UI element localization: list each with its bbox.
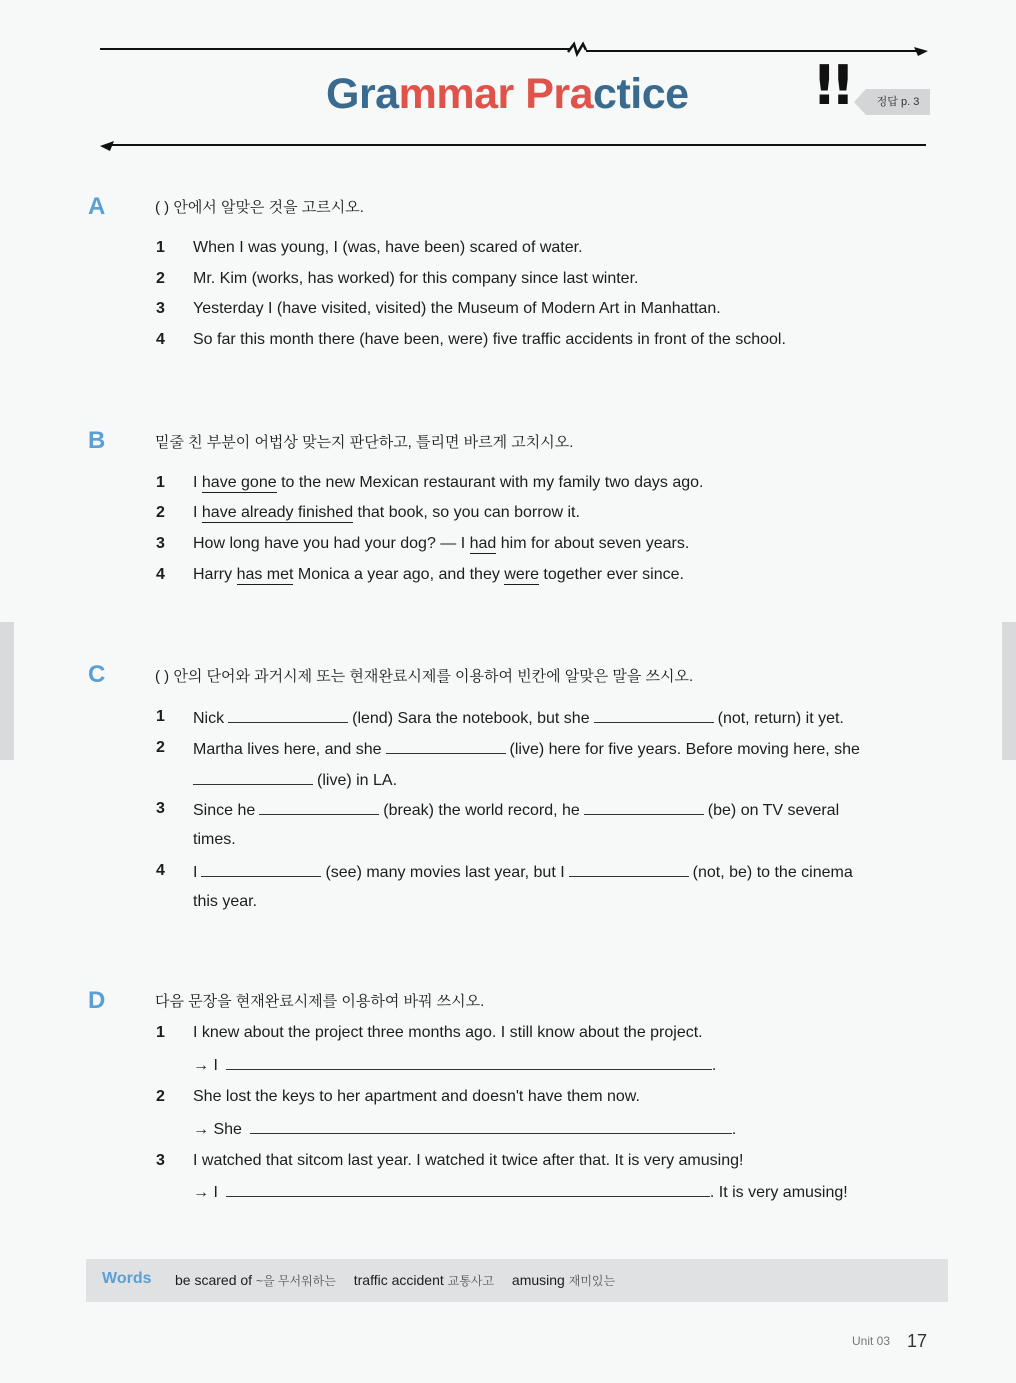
exercise-sentence: I knew about the project three months ago. I still know about the project.	[193, 1024, 703, 1041]
answer-line: → I . It is very amusing!	[193, 1184, 848, 1201]
item-number: 2	[156, 1088, 165, 1105]
exercise-sentence: So far this month there (have been, were) five traffic accidents in front of the school.	[193, 331, 786, 348]
item-number: 2	[156, 504, 165, 521]
answer-blank[interactable]	[584, 800, 704, 815]
section-letter: B	[88, 427, 106, 454]
word-ko: 재미있는	[568, 1274, 616, 1288]
section-instruction: ( ) 안에서 알맞은 것을 고르시오.	[155, 199, 364, 216]
exercise-sentence: Yesterday I (have visited, visited) the Museum of Modern Art in Manhattan.	[193, 300, 721, 317]
section-letter: A	[88, 193, 106, 220]
underlined-phrase: have already finished	[201, 504, 354, 521]
top-rule-left	[100, 48, 570, 50]
exercise-sentence: I watched that sitcom last year. I watched it twice after that. It is very amusing!	[193, 1152, 744, 1169]
answer-line: → I .	[193, 1057, 717, 1074]
exercise-sentence: I have already finished that book, so you can borrow it.	[193, 504, 580, 521]
item-number: 4	[156, 566, 165, 583]
words-list	[175, 1272, 629, 1289]
answer-blank[interactable]	[193, 770, 313, 785]
page-title: Grammar Practice	[326, 70, 689, 118]
zigzag-icon	[566, 38, 588, 60]
item-number: 1	[156, 1024, 165, 1041]
exercise-sentence-cont: (live) in LA.	[189, 770, 397, 790]
answer-blank[interactable]	[226, 1182, 710, 1197]
answer-blank[interactable]	[594, 708, 714, 723]
exercise-sentence-cont: this year.	[193, 893, 258, 910]
arrow-right-icon	[914, 46, 928, 58]
left-page-tab[interactable]	[0, 622, 14, 760]
exercise-sentence-cont: times.	[193, 831, 236, 848]
words-label: Words	[102, 1270, 152, 1287]
item-number: 2	[156, 270, 165, 287]
exercise-sentence: Martha lives here, and she (live) here for five years. Before moving here, she	[193, 741, 860, 758]
exercise-sentence: I (see) many movies last year, but I (not, be) to the cinema	[193, 864, 853, 881]
answer-blank[interactable]	[228, 708, 348, 723]
exercise-sentence: I have gone to the new Mexican restaurant with my family two days ago.	[193, 474, 704, 491]
item-number: 2	[156, 739, 165, 756]
underlined-phrase: had	[469, 535, 497, 552]
unit-label: Unit 03	[852, 1334, 891, 1348]
exercise-sentence: Mr. Kim (works, has worked) for this company since last winter.	[193, 270, 639, 287]
answer-blank[interactable]	[226, 1055, 712, 1070]
item-number: 3	[156, 800, 165, 817]
word-ko: 교통사고	[447, 1274, 495, 1288]
exercise-sentence: When I was young, I (was, have been) scared of water.	[193, 239, 583, 256]
answer-blank[interactable]	[386, 739, 506, 754]
item-number: 3	[156, 1152, 165, 1169]
section-instruction: 다음 문장을 현재완료시제를 이용하여 바꿔 쓰시오.	[155, 993, 485, 1010]
underlined-phrase: has met	[236, 566, 294, 583]
answer-blank[interactable]	[569, 862, 689, 877]
word-en: amusing	[511, 1272, 565, 1288]
words-box	[86, 1259, 948, 1302]
exercise-sentence: Nick (lend) Sara the notebook, but she (not, return) it yet.	[193, 710, 844, 727]
item-number: 4	[156, 862, 165, 879]
answer-reference-tag: 정답 p. 3	[866, 89, 930, 115]
underlined-phrase: have gone	[201, 474, 277, 491]
exercise-sentence: Harry has met Monica a year ago, and they were together ever since.	[193, 566, 684, 583]
section-instruction: 밑줄 친 부분이 어법상 맞는지 판단하고, 틀리면 바르게 고치시오.	[155, 434, 574, 451]
answer-blank[interactable]	[201, 862, 321, 877]
item-number: 3	[156, 535, 165, 552]
underlined-phrase: were	[504, 566, 539, 583]
exclamation-icon: !!	[812, 54, 850, 117]
word-en: traffic accident	[353, 1272, 444, 1288]
section-instruction: ( ) 안의 단어와 과거시제 또는 현재완료시제를 이용하여 빈칸에 알맞은 말을 쓰시오.	[155, 668, 694, 685]
item-number: 1	[156, 474, 165, 491]
item-number: 4	[156, 331, 165, 348]
exercise-sentence: How long have you had your dog? — I had him for about seven years.	[193, 535, 690, 552]
word-en: be scared of	[175, 1272, 253, 1288]
item-number: 1	[156, 708, 165, 725]
word-ko: ~을 무서워하는	[255, 1274, 336, 1288]
right-page-tab[interactable]	[1002, 622, 1016, 760]
answer-line: → She .	[193, 1121, 737, 1138]
top-rule-right	[586, 50, 920, 52]
answer-blank[interactable]	[250, 1119, 732, 1134]
page-number: 17	[907, 1331, 928, 1351]
section-letter: D	[88, 987, 106, 1014]
item-number: 3	[156, 300, 165, 317]
item-number: 1	[156, 239, 165, 256]
answer-blank[interactable]	[259, 800, 379, 815]
arrow-left-icon	[100, 140, 114, 152]
bottom-rule	[110, 144, 926, 146]
section-letter: C	[88, 661, 106, 688]
exercise-sentence: She lost the keys to her apartment and doesn't have them now.	[193, 1088, 640, 1105]
exercise-sentence: Since he (break) the world record, he (be) on TV several	[193, 802, 840, 819]
